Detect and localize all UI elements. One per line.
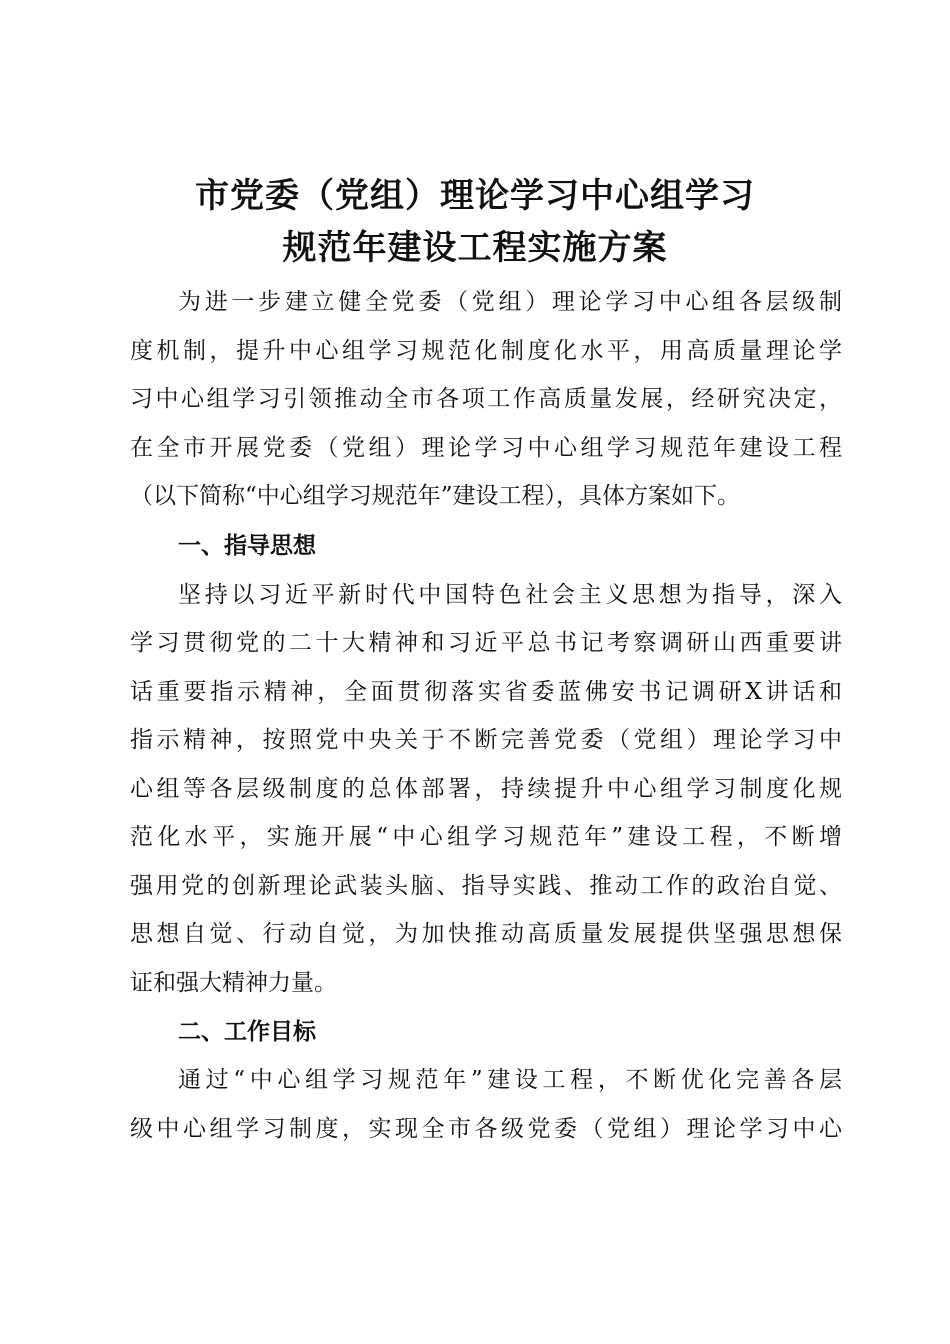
document-title-line-1: 市党委（党组）理论学习中心组学习	[195, 176, 755, 216]
section1-paragraph-line: 坚持以习近平新时代中国特色社会主义思想为指导，深入	[178, 582, 842, 608]
section1-paragraph-line: 指示精神，按照党中央关于不断完善党委（党组）理论学习中	[130, 727, 842, 753]
intro-paragraph-line: 为进一步建立健全党委（党组）理论学习中心组各层级制	[178, 289, 842, 315]
section2-paragraph-line: 通过“中心组学习规范年”建设工程，不断优化完善各层	[178, 1067, 842, 1093]
section1-paragraph-line: 证和强大精神力量。	[130, 970, 337, 996]
section1-paragraph-line: 话重要指示精神，全面贯彻落实省委蓝佛安书记调研X讲话和	[130, 679, 842, 705]
document-title-line-2: 规范年建设工程实施方案	[282, 228, 668, 268]
section-heading-work-goals: 二、工作目标	[178, 1019, 316, 1045]
section1-paragraph-line: 强用党的创新理论武装头脑、指导实践、推动工作的政治自觉、	[130, 873, 842, 899]
intro-paragraph-line: 度机制，提升中心组学习规范化制度化水平，用高质量理论学	[130, 338, 842, 364]
section-heading-guiding-ideology: 一、指导思想	[178, 533, 316, 559]
section2-paragraph-line: 级中心组学习制度，实现全市各级党委（党组）理论学习中心	[130, 1116, 842, 1142]
intro-paragraph-line: 习中心组学习引领推动全市各项工作高质量发展，经研究决定，	[130, 386, 842, 412]
section1-paragraph-line: 心组等各层级制度的总体部署，持续提升中心组学习制度化规	[130, 776, 842, 802]
section1-paragraph-line: 学习贯彻党的二十大精神和习近平总书记考察调研山西重要讲	[130, 630, 842, 656]
section1-paragraph-line: 思想自觉、行动自觉，为加快推动高质量发展提供坚强思想保	[130, 921, 842, 947]
section1-paragraph-line: 范化水平，实施开展“中心组学习规范年”建设工程，不断增	[130, 824, 842, 850]
intro-paragraph-line: （以下简称“中心组学习规范年”建设工程），具体方案如下。	[130, 483, 741, 509]
intro-paragraph-line: 在全市开展党委（党组）理论学习中心组学习规范年建设工程	[130, 435, 842, 461]
